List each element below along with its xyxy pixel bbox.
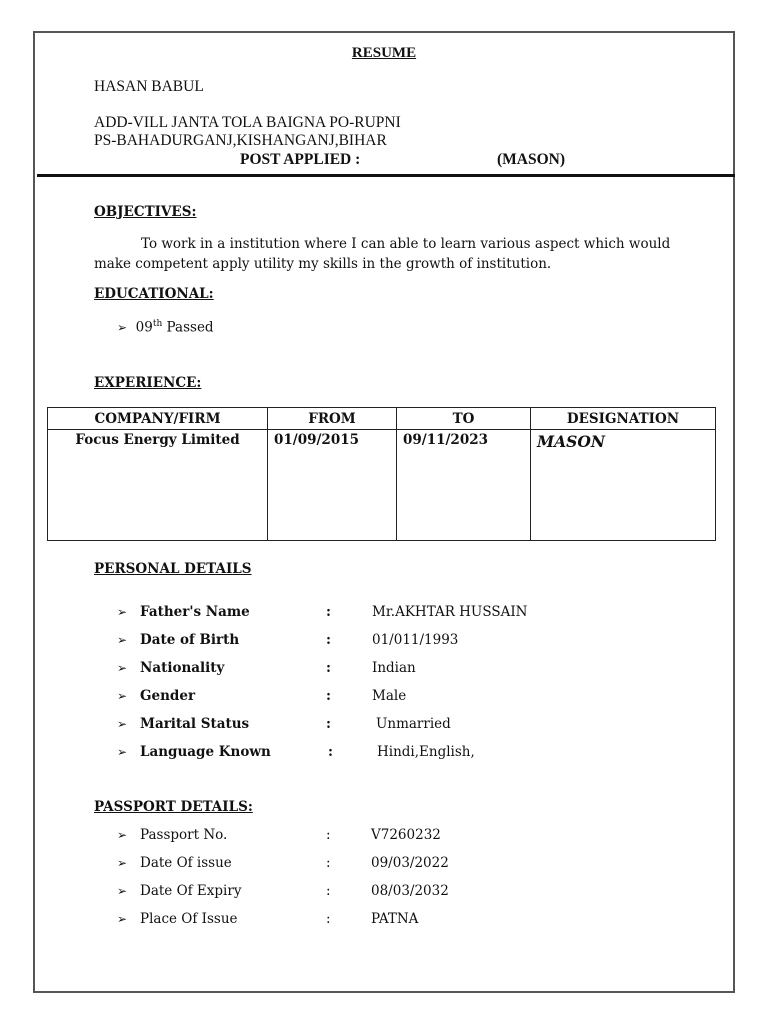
dob-value: 01/011/1993 [372, 632, 459, 648]
column-header-from: FROM [268, 408, 397, 430]
date-of-expiry-label: Date Of Expiry [140, 883, 242, 899]
list-item [117, 855, 127, 871]
marital-status-label: Marital Status [140, 716, 250, 732]
separator: : [326, 883, 331, 899]
resume-title: RESUME [351, 45, 417, 61]
bullet-arrow-icon: ➢ [117, 912, 128, 926]
bullet-arrow-icon: ➢ [117, 320, 128, 335]
column-header-designation: DESIGNATION [531, 408, 716, 430]
experience-table [47, 407, 716, 541]
bullet-arrow-icon: ➢ [117, 689, 128, 703]
list-item [117, 716, 127, 732]
nationality-label: Nationality [140, 660, 225, 676]
bullet-arrow-icon: ➢ [117, 884, 128, 898]
personal-details-heading: PERSONAL DETAILS [94, 561, 252, 577]
separator: : [326, 660, 331, 676]
separator: : [326, 604, 331, 620]
bullet-arrow-icon: ➢ [117, 605, 128, 619]
nationality-value: Indian [372, 660, 416, 676]
cell-to: 09/11/2023 [397, 430, 531, 541]
bullet-arrow-icon: ➢ [117, 633, 128, 647]
passport-no-value: V7260232 [371, 827, 441, 843]
dob-label: Date of Birth [140, 632, 240, 648]
bullet-arrow-icon: ➢ [117, 828, 128, 842]
objectives-heading: OBJECTIVES: [94, 204, 197, 220]
objectives-line-2: make competent apply utility my skills in the growth of institution. [94, 256, 552, 272]
language-value: Hindi,English, [377, 744, 475, 760]
bullet-arrow-icon: ➢ [117, 661, 128, 675]
list-item [117, 604, 127, 620]
passport-no-label: Passport No. [140, 827, 228, 843]
bullet-arrow-icon: ➢ [117, 745, 128, 759]
column-header-company: COMPANY/FIRM [48, 408, 268, 430]
father-name-value: Mr.AKHTAR HUSSAIN [372, 604, 528, 620]
date-of-issue-label: Date Of issue [140, 855, 232, 871]
gender-label: Gender [140, 688, 196, 704]
education-status: Passed [162, 319, 214, 336]
list-item [117, 744, 127, 760]
cell-company: Focus Energy Limited [48, 430, 268, 541]
list-item [117, 827, 127, 843]
header-divider [37, 174, 735, 177]
education-suffix: th [152, 319, 163, 329]
table-header-row [48, 408, 716, 430]
father-name-label: Father's Name [140, 604, 250, 620]
objectives-line-1: To work in a institution where I can able to learn various aspect which would [141, 236, 671, 252]
place-of-issue-label: Place Of Issue [140, 911, 238, 927]
address-line-2: PS-BAHADURGANJ,KISHANGANJ,BIHAR [94, 132, 387, 149]
separator: : [328, 744, 333, 760]
candidate-name: HASAN BABUL [94, 78, 204, 95]
education-level: 09 [135, 319, 153, 336]
list-item [117, 632, 127, 648]
separator: : [326, 632, 331, 648]
date-of-expiry-value: 08/03/2032 [371, 883, 449, 899]
column-header-to: TO [397, 408, 531, 430]
place-of-issue-value: PATNA [371, 911, 419, 927]
marital-status-value: Unmarried [376, 716, 451, 732]
cell-from: 01/09/2015 [268, 430, 397, 541]
date-of-issue-value: 09/03/2022 [371, 855, 449, 871]
separator: : [326, 688, 331, 704]
separator: : [326, 855, 331, 871]
list-item [117, 688, 127, 704]
address-line-1: ADD-VILL JANTA TOLA BAIGNA PO-RUPNI [94, 114, 401, 131]
educational-item [117, 319, 214, 336]
gender-value: Male [372, 688, 407, 704]
bullet-arrow-icon: ➢ [117, 856, 128, 870]
cell-designation: MASON [531, 430, 716, 541]
separator: : [326, 716, 331, 732]
educational-heading: EDUCATIONAL: [94, 286, 214, 302]
language-label: Language Known [140, 744, 271, 760]
list-item [117, 911, 127, 927]
passport-details-heading: PASSPORT DETAILS: [94, 799, 253, 815]
post-applied-value: (MASON) [497, 151, 566, 168]
experience-heading: EXPERIENCE: [94, 375, 202, 391]
bullet-arrow-icon: ➢ [117, 717, 128, 731]
separator: : [326, 911, 331, 927]
post-applied-label: POST APPLIED : [240, 151, 361, 168]
separator: : [326, 827, 331, 843]
table-row [48, 430, 716, 541]
list-item [117, 883, 127, 899]
list-item [117, 660, 127, 676]
